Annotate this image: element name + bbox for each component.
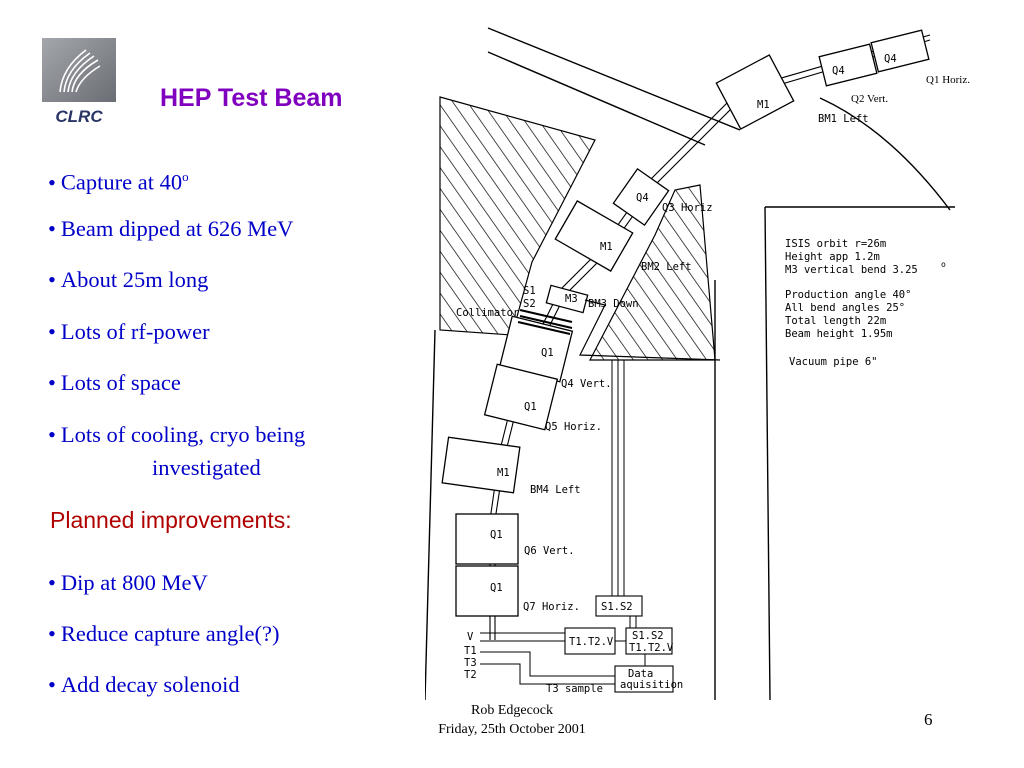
label-q1-horiz: Q1 Horiz. bbox=[926, 74, 970, 86]
bullet-length: • About 25m long bbox=[48, 267, 209, 292]
label-q3-horiz: Q3 Horiz bbox=[662, 202, 713, 214]
footer-date: Friday, 25th October 2001 bbox=[438, 722, 586, 737]
m1-top bbox=[716, 55, 793, 129]
beamline-diagram bbox=[425, 18, 970, 706]
bullet-rf-power: • Lots of rf-power bbox=[48, 319, 210, 344]
label-t1t2v-box: T1.T2.V bbox=[569, 636, 614, 648]
q1-d bbox=[456, 566, 518, 616]
bullet-cooling: • Lots of cooling, cryo being bbox=[48, 422, 306, 447]
label-t1t2v-bar: T1.T2.V bbox=[629, 642, 674, 654]
label-q1-d: Q1 bbox=[490, 582, 503, 594]
m1-mid bbox=[555, 201, 632, 271]
logo-text: CLRC bbox=[55, 107, 103, 126]
bullet-cooling-cont: investigated bbox=[152, 455, 261, 480]
label-q4-mid: Q4 bbox=[636, 192, 649, 204]
label-q1-b: Q1 bbox=[524, 401, 537, 413]
label-data: Data bbox=[628, 668, 654, 680]
note-m3-bend-sup: o bbox=[941, 260, 946, 269]
label-s1s2-box: S1.S2 bbox=[601, 601, 633, 613]
label-q4-b: Q4 bbox=[884, 53, 897, 65]
label-q5-horiz: Q5 Horiz. bbox=[545, 421, 602, 433]
label-q1-a: Q1 bbox=[541, 347, 554, 359]
label-q7-horiz: Q7 Horiz. bbox=[523, 601, 580, 613]
label-t3-sample: T3 sample bbox=[546, 683, 603, 695]
label-m1-low: M1 bbox=[497, 467, 510, 479]
bullet-decay-solenoid: • Add decay solenoid bbox=[48, 672, 240, 697]
label-s1s2-bar: S1.S2 bbox=[632, 630, 664, 642]
slide-title: HEP Test Beam bbox=[160, 84, 343, 112]
label-s1: S1 bbox=[523, 285, 536, 297]
q4-upper-a bbox=[819, 44, 877, 86]
q4-upper-b bbox=[871, 30, 929, 72]
label-bm2-left: BM2 Left bbox=[641, 261, 692, 273]
label-q6-vert: Q6 Vert. bbox=[524, 545, 575, 557]
page-number: 6 bbox=[924, 710, 933, 729]
label-bm4-left: BM4 Left bbox=[530, 484, 581, 496]
note-height: Height app 1.2m bbox=[785, 251, 880, 263]
m1-low bbox=[442, 437, 520, 493]
label-bm1-left: BM1 Left bbox=[818, 113, 869, 125]
bullet-beam-dipped: • Beam dipped at 626 MeV bbox=[48, 216, 294, 241]
label-t3: T3 bbox=[464, 657, 477, 669]
label-q1-c: Q1 bbox=[490, 529, 503, 541]
label-m1-top: M1 bbox=[757, 99, 770, 111]
label-m3: M3 bbox=[565, 293, 578, 305]
planned-improvements-heading: Planned improvements: bbox=[50, 507, 292, 533]
bullet-reduce-angle: • Reduce capture angle(?) bbox=[48, 621, 280, 646]
note-isis-orbit: ISIS orbit r=26m bbox=[785, 238, 887, 250]
bullet-dip-800: • Dip at 800 MeV bbox=[48, 570, 208, 595]
label-t1: T1 bbox=[464, 645, 477, 657]
note-total-length: Total length 22m bbox=[785, 315, 887, 327]
clrc-logo bbox=[42, 38, 116, 128]
label-q2-vert: Q2 Vert. bbox=[851, 93, 889, 105]
label-v: V bbox=[467, 631, 474, 643]
note-bend-angles: All bend angles 25° bbox=[785, 302, 906, 314]
bullet-capture: • Capture at 40$^o$ bbox=[48, 169, 189, 195]
bullet-space: • Lots of space bbox=[48, 370, 181, 395]
note-beam-height: Beam height 1.95m bbox=[785, 328, 893, 340]
label-q4-a: Q4 bbox=[832, 65, 845, 77]
label-bm3-down: BM3 Down bbox=[588, 298, 639, 310]
note-vacuum-pipe: Vacuum pipe 6" bbox=[789, 356, 878, 368]
label-collimator: Collimator bbox=[456, 307, 520, 319]
label-aquisition: aquisition bbox=[620, 679, 684, 691]
note-m3-bend: M3 vertical bend 3.25 bbox=[785, 264, 918, 276]
label-t2: T2 bbox=[464, 669, 477, 681]
footer-author: Rob Edgecock bbox=[470, 703, 554, 718]
label-q4-vert: Q4 Vert. bbox=[561, 378, 612, 390]
label-m1-mid: M1 bbox=[600, 241, 613, 253]
note-production-angle: Production angle 40° bbox=[785, 289, 912, 301]
label-s2: S2 bbox=[523, 298, 536, 310]
q1-c bbox=[456, 514, 518, 564]
